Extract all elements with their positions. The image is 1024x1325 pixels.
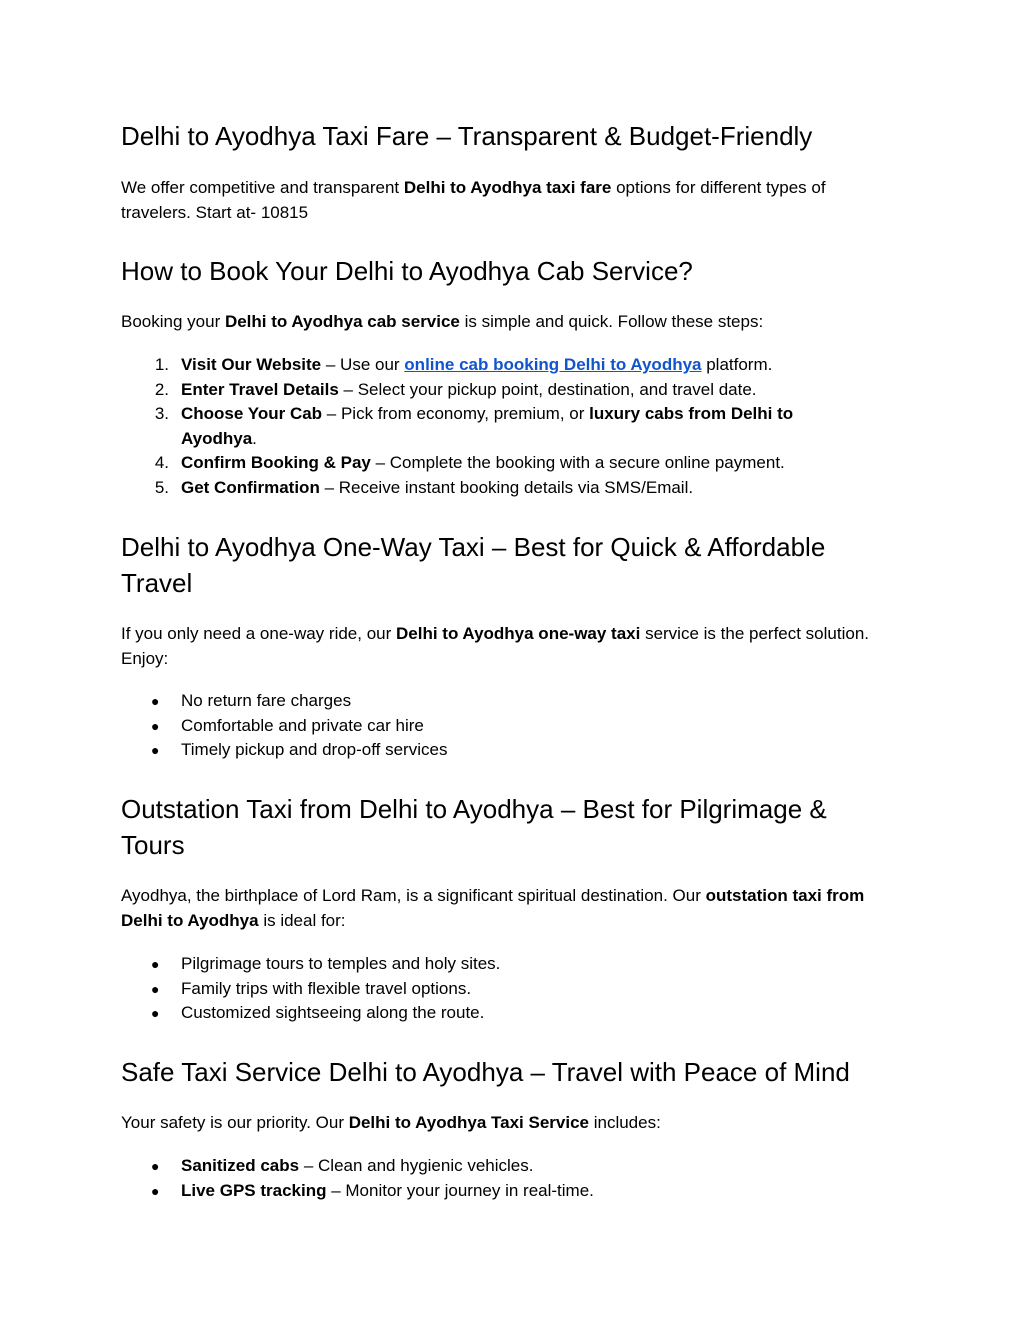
list-item: ● Sanitized cabs – Clean and hygienic vehicles. [121,1154,861,1179]
bullet-icon: ● [151,717,160,734]
online-cab-booking-link[interactable]: online cab booking Delhi to Ayodhya [404,355,702,374]
list-item: ● Family trips with flexible travel options. [121,977,861,1002]
section-paragraph-safety: Your safety is our priority. Our Delhi to Ayodhya Taxi Service includes: [121,1113,661,1132]
bold-phrase: Delhi to Ayodhya taxi fare [403,178,612,197]
section-paragraph-one-way: If you only need a one-way ride, our Delhi to Ayodhya one-way taxi service is the perfect solution. Enjoy: [121,624,870,668]
list-number: 2. [154,379,169,399]
section-heading-outstation: Outstation Taxi from Delhi to Ayodhya – Best for Pilgrimage & Tours [121,794,827,860]
list-item: 3. Choose Your Cab – Pick from economy, premium, or luxury cabs from Delhi to Ayodhya. [121,402,861,451]
bullet-icon: ● [151,956,160,972]
list-item: ● Comfortable and private car hire [121,714,861,739]
list-item: ● Customized sightseeing along the route. [121,1001,861,1026]
section-heading-one-way: Delhi to Ayodhya One-Way Taxi – Best for Quick & Affordable Travel [121,532,826,598]
list-item: 4. Confirm Booking & Pay – Complete the booking with a secure online payment. [121,451,861,476]
list-item: ● No return fare charges [121,689,861,714]
list-item: ● Live GPS tracking – Monitor your journey in real-time. [121,1179,861,1204]
section-heading-booking: How to Book Your Delhi to Ayodhya Cab Service? [121,256,693,286]
bold-phrase: Delhi to Ayodhya cab service [224,312,460,331]
list-item: ● Pilgrimage tours to temples and holy sites. [121,952,861,977]
outstation-uses-list [121,952,861,1026]
list-number: 1. [154,355,169,374]
section-heading-safety: Safe Taxi Service Delhi to Ayodhya – Travel with Peace of Mind [121,1057,850,1087]
bullet-icon: ● [151,742,160,758]
list-item: 2. Enter Travel Details – Select your pickup point, destination, and travel date. [121,378,861,403]
one-way-benefits-list [121,689,861,763]
bold-phrase: Delhi to Ayodhya Taxi Service [348,1113,589,1132]
list-number: 5. [154,477,169,497]
bullet-icon: ● [151,1182,160,1199]
list-number: 3. [154,404,169,423]
bullet-icon: ● [151,693,160,709]
list-number: 4. [154,453,169,472]
list-item: ● Timely pickup and drop-off services [121,738,861,763]
bullet-icon: ● [151,1005,160,1021]
booking-steps-list [121,353,861,500]
safety-features-list [121,1154,861,1203]
section-paragraph-fare: We offer competitive and transparent Delhi to Ayodhya taxi fare options for different types of travelers. Start at- 10815 [121,178,826,222]
bold-phrase: outstation taxi from Delhi to Ayodhya [121,886,865,930]
list-item: 1. Visit Our Website – Use our online cab booking Delhi to Ayodhya platform. [121,353,861,378]
bullet-icon: ● [151,1158,160,1174]
bold-phrase: Delhi to Ayodhya one-way taxi [396,624,641,643]
bullet-icon: ● [151,980,160,997]
section-paragraph-outstation: Ayodhya, the birthplace of Lord Ram, is a significant spiritual destination. Our outstation taxi from Delhi to Ayodhya is ideal for: [121,886,865,930]
section-paragraph-booking: Booking your Delhi to Ayodhya cab service is simple and quick. Follow these steps: [121,312,764,331]
list-item: 5. Get Confirmation – Receive instant booking details via SMS/Email. [121,476,861,501]
section-heading-fare: Delhi to Ayodhya Taxi Fare – Transparent & Budget-Friendly [121,121,813,151]
